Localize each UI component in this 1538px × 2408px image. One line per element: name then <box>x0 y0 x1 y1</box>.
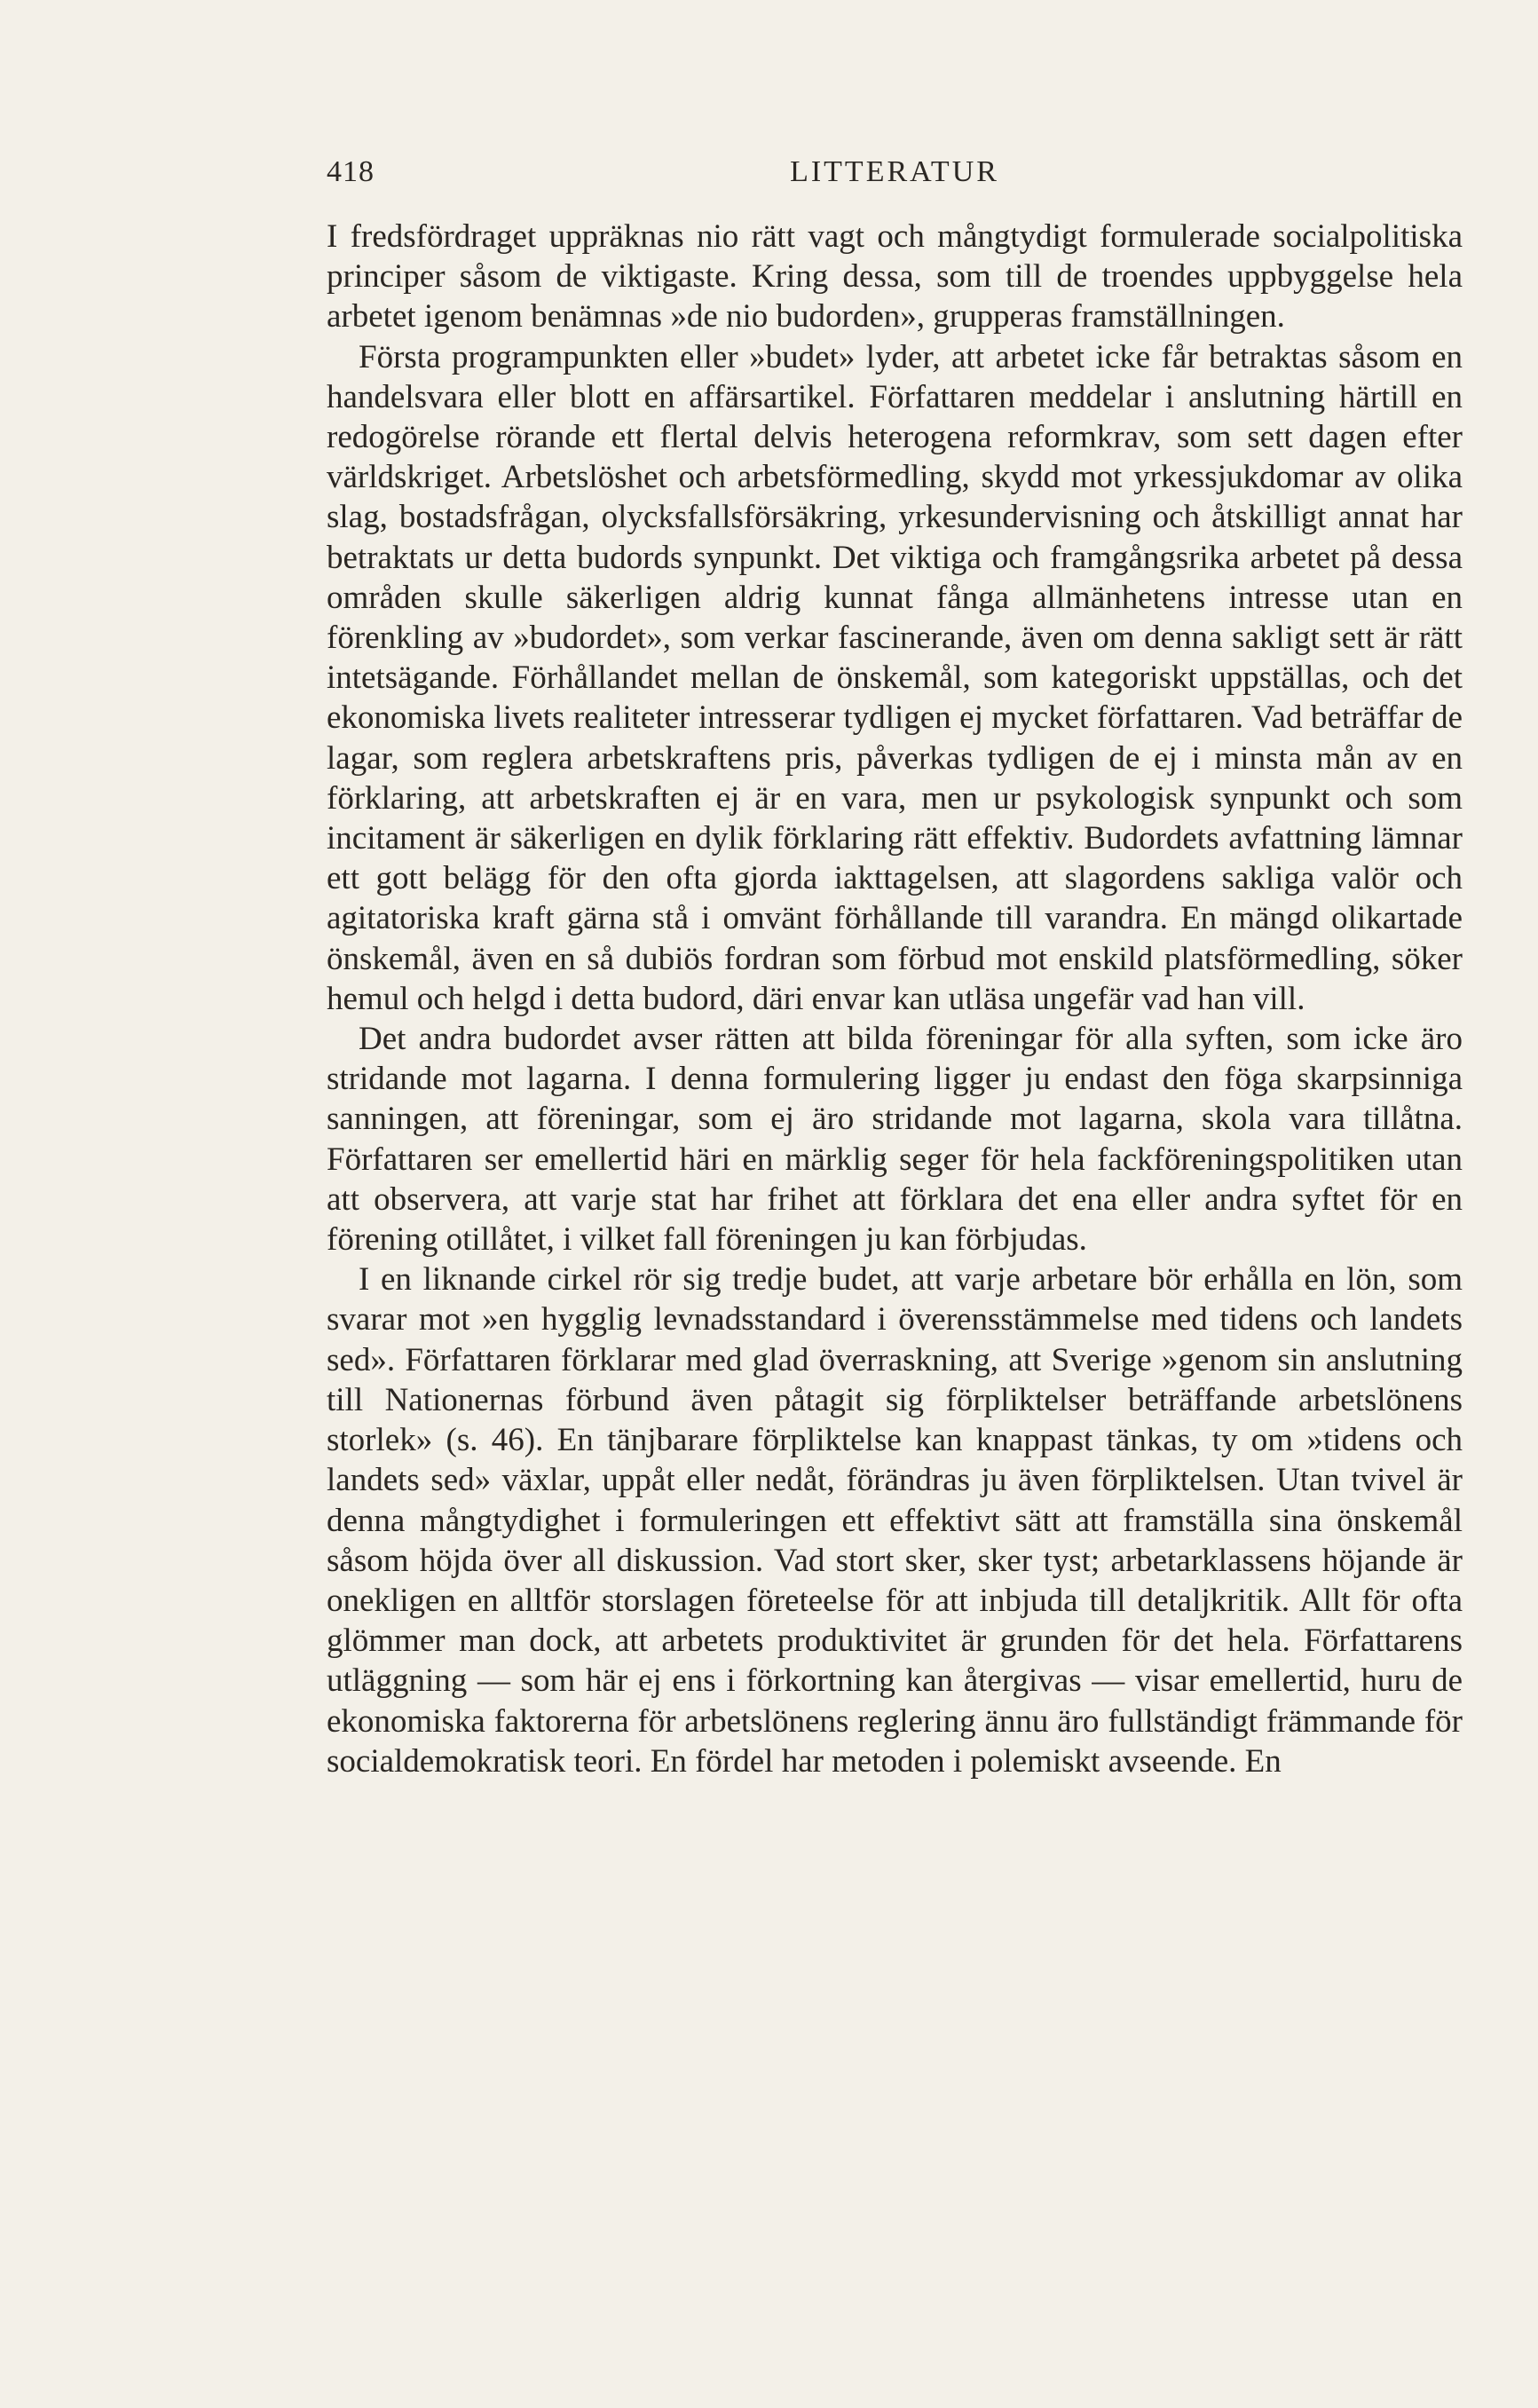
page-number: 418 <box>327 155 375 188</box>
body-text <box>327 217 1463 1781</box>
paragraph-1: I fredsfördraget uppräknas nio rätt vagt och mångtydigt formulerade socialpolitiska principer såsom de viktigaste. Kring dessa, som till de troendes uppbyggelse hela arbetet igenom benämnas »de nio budorden», grupperas framställningen. <box>327 218 1463 336</box>
running-title: LITTERATUR <box>790 155 999 188</box>
page-header <box>327 155 1463 200</box>
paragraph-4: I en liknande cirkel rör sig tredje budet, att varje arbetare bör erhålla en lön, som svarar mot »en hygglig levnadsstandard i överensstämmelse med tidens och landets sed». Författaren förklarar med glad överraskning, att Sverige »genom sin anslutning till Nationernas förbund även påtagit sig förpliktelser beträffande arbetslönens storlek» (s. 46). En tänjbarare förpliktelse kan knappast tänkas, ty om »tidens och landets sed» växlar, uppåt eller nedåt, förändras ju även förpliktelsen. Utan tvivel är denna mångtydighet i formuleringen ett effektivt sätt att framställa sina önskemål såsom höjda över all diskussion. Vad stort sker, sker tyst; arbetarklassens höjande är onekligen en alltför storslagen företeelse för att inbjuda till detaljkritik. Allt för ofta glömmer man dock, att arbetets produktivitet är grunden för det hela. Författarens utläggning — som här ej ens i förkortning kan återgivas — visar emellertid, huru de ekonomiska faktorerna för arbetslönens reglering ännu äro fullständigt främmande för socialdemokratisk teori. En fördel har metoden i polemiskt avseende. En <box>327 1261 1463 1780</box>
paragraph-2: Första programpunkten eller »budet» lyder, att arbetet icke får betraktas såsom en handelsvara eller blott en affärsartikel. Författaren meddelar i anslutning härtill en redogörelse rörande ett flertal delvis heterogena reformkrav, som sett dagen efter världskriget. Arbetslöshet och arbetsförmedling, skydd mot yrkessjukdomar av olika slag, bostadsfrågan, olycksfallsförsäkring, yrkesundervisning och åtskilligt annat har betraktats ur detta budords synpunkt. Det viktiga och framgångsrika arbetet på dessa områden skulle säkerligen aldrig kunnat fånga allmänhetens intresse utan en förenkling av »budordet», som verkar fascinerande, även om denna sakligt sett är rätt intetsägande. Förhållandet mellan de önskemål, som kategoriskt uppställas, och det ekonomiska livets realiteter intresserar tydligen ej mycket författaren. Vad beträffar de lagar, som reglera arbetskraftens pris, påverkas tydligen de ej i minsta mån av en förklaring, att arbetskraften ej är en vara, men ur psykologisk synpunkt och som incitament är säkerligen en dylik förklaring rätt effektiv. Budordets avfattning lämnar ett gott belägg för den ofta gjorda iakttagelsen, att slagordens sakliga valör och agitatoriska kraft gärna stå i omvänt förhållande till varandra. En mängd olikartade önskemål, även en så dubiös fordran som förbud mot enskild platsförmedling, söker hemul och helgd i detta budord, däri envar kan utläsa ungefär vad han vill. <box>327 338 1463 1017</box>
paragraph-3: Det andra budordet avser rätten att bilda föreningar för alla syften, som icke äro stridande mot lagarna. I denna formulering ligger ju endast den föga skarpsinniga sanningen, att föreningar, som ej äro stridande mot lagarna, skola vara tillåtna. Författaren ser emellertid häri en märklig seger för hela fackföreningspolitiken utan att observera, att varje stat har frihet att förklara det ena eller andra syftet för en förening otillåtet, i vilket fall föreningen ju kan förbjudas. <box>327 1021 1463 1259</box>
